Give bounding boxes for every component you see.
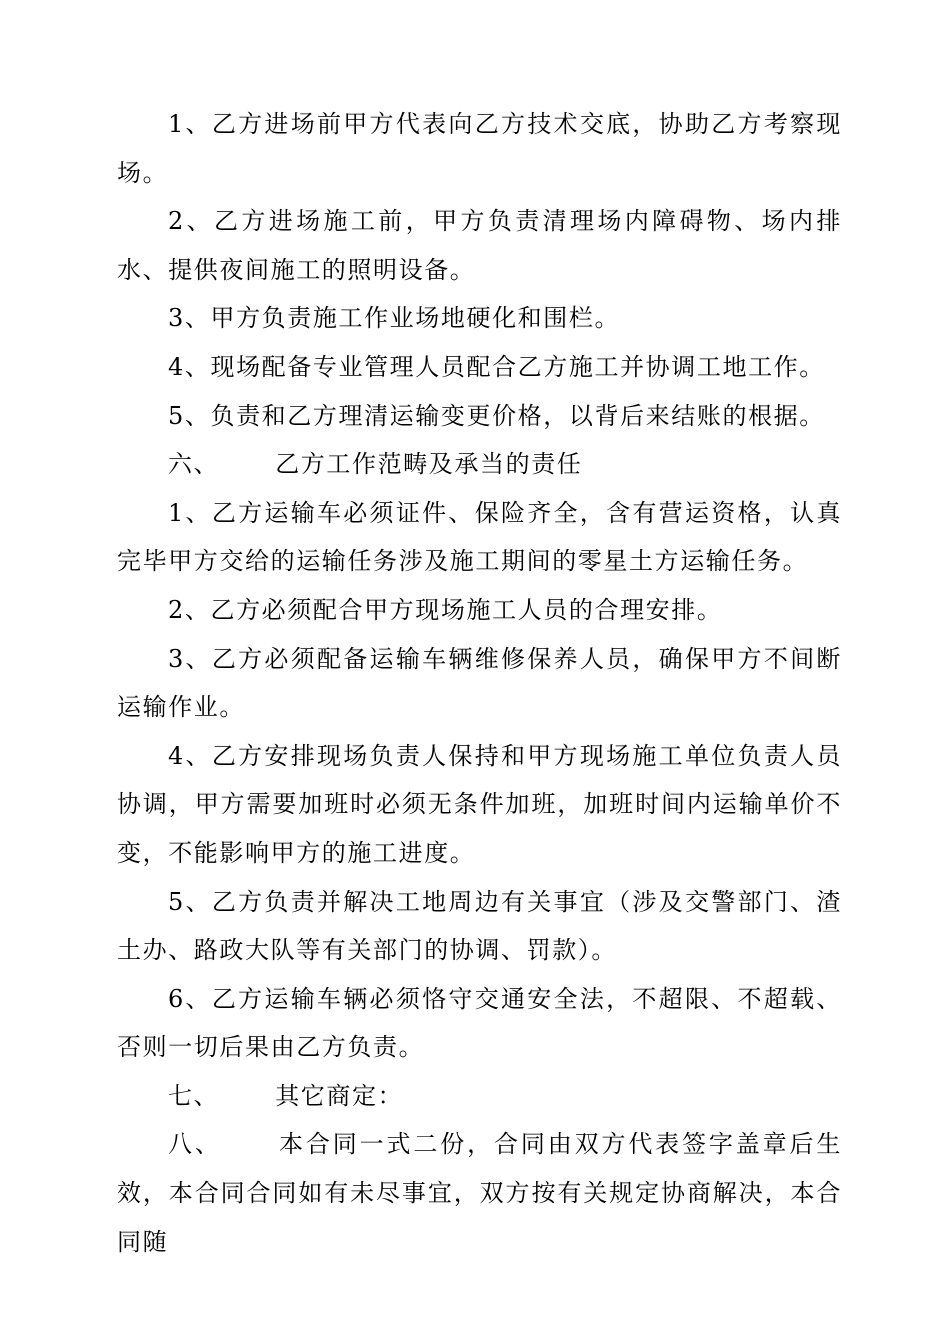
section5-item-3: 3、甲方负责施工作业场地硬化和围栏。 [168,304,621,333]
section5-item-2: 2、乙方进场施工前，甲方负责清理场内障碍物、场内排水、提供夜间施工的照明设备。 [117,207,842,284]
section6-heading [117,440,842,489]
section5-item-1: 1、乙方进场前甲方代表向乙方技术交底，协助乙方考察现场。 [117,110,842,187]
document-page [117,100,842,1266]
section8-text: 本合同一式二份，合同由双方代表签字盖章后生效，本合同合同如有未尽事宜，双方按有关规定协商解决，本合同随 [117,1130,842,1256]
section5-item-4: 4、现场配备专业管理人员配合乙方施工并协调工地工作。 [168,352,825,381]
section6-title: 乙方工作范畴及承当的责任 [275,450,583,479]
section7-title: 其它商定： [275,1081,404,1110]
section6-item-4: 4、乙方安排现场负责人保持和甲方现场施工单位负责人员协调，甲方需要加班时必须无条件加班，加班时间内运输单价不变，不能影响甲方的施工进度。 [117,741,842,867]
section6-item-1: 1、乙方运输车必须证件、保险齐全，含有营运资格，认真完毕甲方交给的运输任务涉及施工期间的零星土方运输任务。 [117,498,842,576]
section5-item-5: 5、负责和乙方理清运输变更价格，以背后来结账的根据。 [168,401,825,430]
section7-heading [117,1072,842,1121]
section6-item-2: 2、乙方必须配合甲方现场施工人员的合理安排。 [168,595,723,624]
section6-item-3: 3、乙方必须配备运输车辆维修保养人员，确保甲方不间断运输作业。 [117,644,842,722]
section8-paragraph [117,1120,842,1266]
section6-item-5: 5、乙方负责并解决工地周边有关事宜（涉及交警部门、渣土办、路政大队等有关部门的协调、罚款）。 [117,887,842,965]
section6-number: 六、 [168,450,220,479]
section6-item-6: 6、乙方运输车辆必须恪守交通安全法，不超限、不超载、否则一切后果由乙方负责。 [117,984,842,1062]
section7-number: 七、 [168,1081,220,1110]
section8-number: 八、 [168,1130,222,1159]
